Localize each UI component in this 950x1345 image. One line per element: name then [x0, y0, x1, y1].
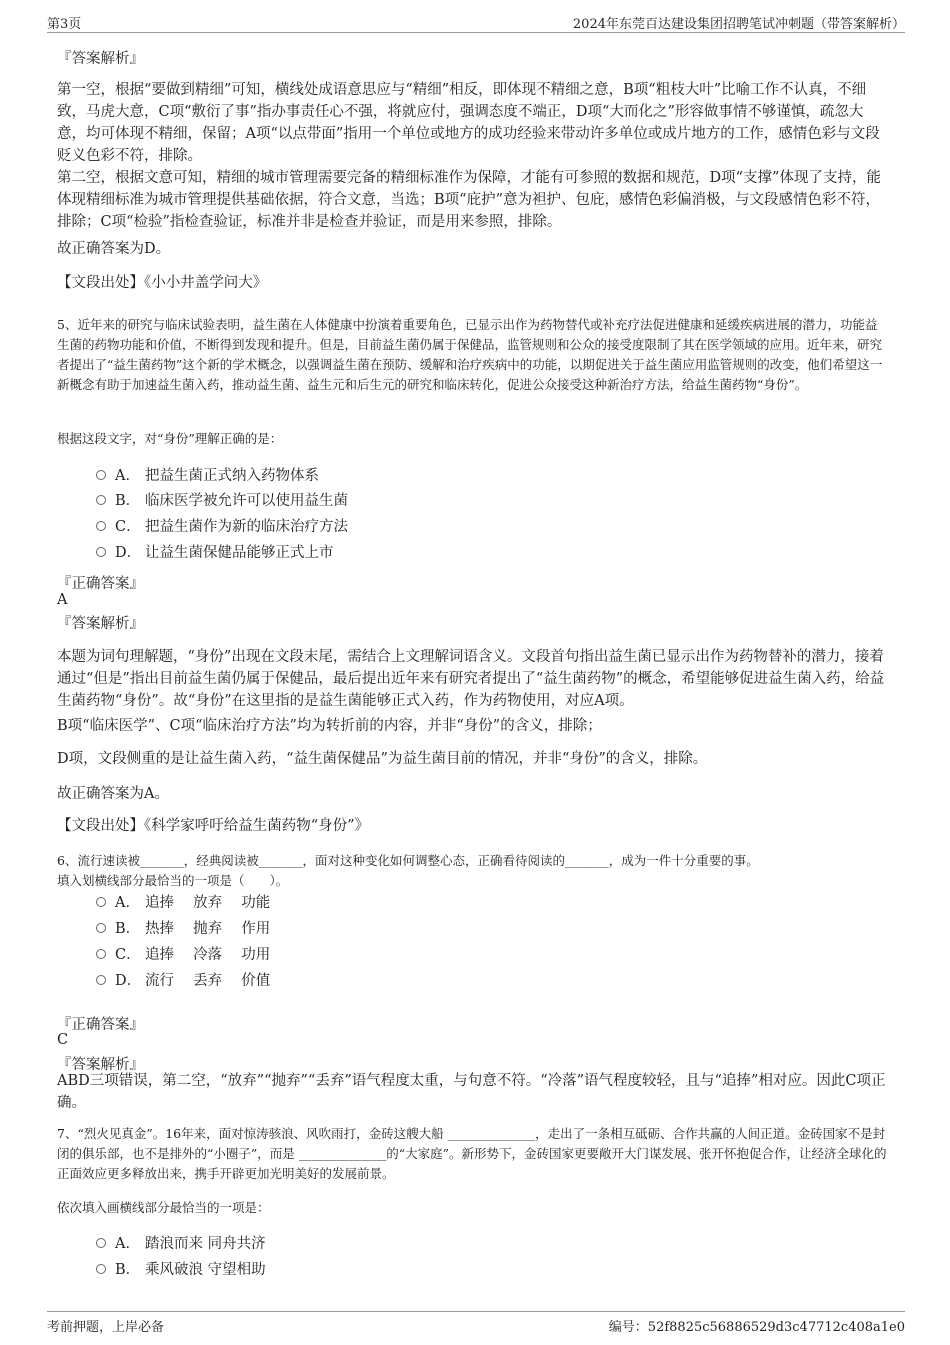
- document-code: 编号：52f8825c56886529d3c47712c408a1e0: [608, 1320, 905, 1335]
- q6-option-b[interactable]: B． 热捧 抛弃 作用: [96, 918, 270, 940]
- radio-icon: [96, 975, 106, 985]
- q6-answer: C: [57, 1032, 69, 1048]
- document-title: 2024年东莞百达建设集团招聘笔试冲刺题（带答案解析）: [572, 17, 905, 32]
- q6-analysis-label: 『答案解析』: [57, 1057, 144, 1073]
- q4-analysis-paragraph-2: 第二空，根据文意可知，精细的城市管理需要完备的精细标准作为保障，才能有可参照的数据和规范，D项“支撑”体现了支持，能体现精细标准为城市管理提供基础依据，符合文意，当选；B项“庇护”意为袒护、包庇，感情色彩偏消极，与文段感情色彩不符，排除；C项“检验”指检查验证，标准并非是检查并验证，而是用来参照，排除。: [57, 170, 881, 230]
- q6-analysis-paragraph: ABD三项错误，第二空，“放弃”“抛弃”“丢弃”语气程度太重，与句意不符。“冷落”语气程度较轻，且与“追捧”相对应。因此C项正确。: [57, 1073, 886, 1111]
- radio-icon: [96, 1264, 106, 1274]
- q6-option-a[interactable]: A． 追捧 放弃 功能: [96, 892, 270, 914]
- page-header: [47, 10, 905, 33]
- q7-stem: 7、“烈火见真金”。16年来，面对惊涛骇浪、风吹雨打，金砖这艘大船 ______________，走出了一条相互砥砺、合作共赢的人间正道。金砖国家不是封闭的俱乐部，也不是排外的“小圈子”，而是 ______________的“大家庭”。新形势下，金砖国家更要敞开大门谋发展、张开怀抱促合作，让经济全球化的正面效应更多释放出来，携手开辟更加光明美好的发展前景。: [57, 1126, 887, 1181]
- radio-icon: [96, 923, 106, 933]
- q5-option-a[interactable]: A． 把益生菌正式纳入药物体系: [96, 465, 319, 487]
- footer-slogan: 考前押题，上岸必备: [47, 1320, 165, 1335]
- q5-answer: A: [57, 592, 68, 608]
- q5-analysis-paragraph-3: D项，文段侧重的是让益生菌入药，“益生菌保健品”为益生菌目前的情况，并非“身份”的含义，排除。: [57, 751, 708, 767]
- radio-icon: [96, 521, 106, 531]
- q5-option-b[interactable]: B． 临床医学被允许可以使用益生菌: [96, 490, 348, 512]
- q6-option-c[interactable]: C． 追捧 冷落 功用: [96, 944, 270, 966]
- radio-icon: [96, 495, 106, 505]
- radio-icon: [96, 949, 106, 959]
- q4-source: 【文段出处】《小小井盖学问大》: [57, 275, 268, 291]
- q5-analysis-label: 『答案解析』: [57, 616, 144, 632]
- q4-analysis-paragraph-1: 第一空，根据“要做到精细”可知，横线处成语意思应与“精细”相反，即体现不精细之意，B项“粗枝大叶”比喻工作不认真，不细致，马虎大意，C项“敷衍了事”指办事责任心不强，将就应付，强调态度不端正，D项“大而化之”形容做事情不够谨慎，疏忽大意，均可体现不精细，保留；A项“以点带面”指用一个单位或地方的成功经验来带动许多单位或成片地方的工作，感情色彩与文段贬义色彩不符，排除。: [57, 82, 880, 164]
- q7-question: 依次填入画横线部分最恰当的一项是：: [57, 1200, 270, 1215]
- page-footer: [47, 1311, 905, 1336]
- q5-answer-label: 『正确答案』: [57, 576, 144, 592]
- q6-answer-label: 『正确答案』: [57, 1017, 144, 1033]
- radio-icon: [96, 547, 106, 557]
- q5-source: 【文段出处】《科学家呼吁给益生菌药物“身份”》: [57, 818, 370, 834]
- q5-option-d[interactable]: D． 让益生菌保健品能够正式上市: [96, 542, 334, 564]
- radio-icon: [96, 1238, 106, 1248]
- q6-stem: 6、流行速读被_______，经典阅读被_______，面对这种变化如何调整心态，正确看待阅读的_______，成为一件十分重要的事。: [57, 853, 759, 868]
- q5-option-c[interactable]: C． 把益生菌作为新的临床治疗方法: [96, 516, 348, 538]
- q6-question: 填入划横线部分最恰当的一项是（ ）。: [57, 873, 289, 888]
- q4-conclusion: 故正确答案为D。: [57, 241, 171, 257]
- radio-icon: [96, 897, 106, 907]
- page-number: 第3页: [47, 17, 82, 32]
- q5-analysis-paragraph-2: B项“临床医学”、C项“临床治疗方法”均为转折前的内容，并非“身份”的含义，排除；: [57, 718, 602, 734]
- q7-option-a[interactable]: A． 踏浪而来 同舟共济: [96, 1233, 266, 1255]
- q7-option-b[interactable]: B． 乘风破浪 守望相助: [96, 1259, 266, 1281]
- q4-analysis-label: 『答案解析』: [57, 51, 144, 67]
- q5-stem: 5、近年来的研究与临床试验表明，益生菌在人体健康中扮演着重要角色，已显示出作为药物替代或补充疗法促进健康和延缓疾病进展的潜力，功能益生菌的药物功能和价值，不断得到发现和提升。但是，目前益生菌仍属于保健品，监管规则和公众的接受度限制了其在医学领域的应用。近年来，研究者提出了“益生菌药物”这个新的学术概念，以强调益生菌在预防、缓解和治疗疾病中的功能，以期促进关于益生菌应用监管规则的改变，他们希望这一新概念有助于加速益生菌入药，推动益生菌、益生元和后生元的研究和临床转化，促进公众接受这种新治疗方法，给益生菌药物“身份”。: [57, 317, 883, 392]
- q6-option-d[interactable]: D． 流行 丢弃 价值: [96, 970, 270, 992]
- q5-conclusion: 故正确答案为A。: [57, 786, 169, 802]
- q5-question: 根据这段文字，对“身份”理解正确的是：: [57, 431, 283, 446]
- radio-icon: [96, 470, 106, 480]
- q5-analysis-paragraph-1: 本题为词句理解题，“身份”出现在文段末尾，需结合上文理解词语含义。文段首句指出益生菌已显示出作为药物替补的潜力，接着通过“但是”指出目前益生菌仍属于保健品，最后提出近年来有研究者提出了“益生菌药物”的概念，希望能够促进益生菌入药，给益生菌药物“身份”。故“身份”在这里指的是益生菌能够正式入药，作为药物使用，对应A项。: [57, 649, 885, 709]
